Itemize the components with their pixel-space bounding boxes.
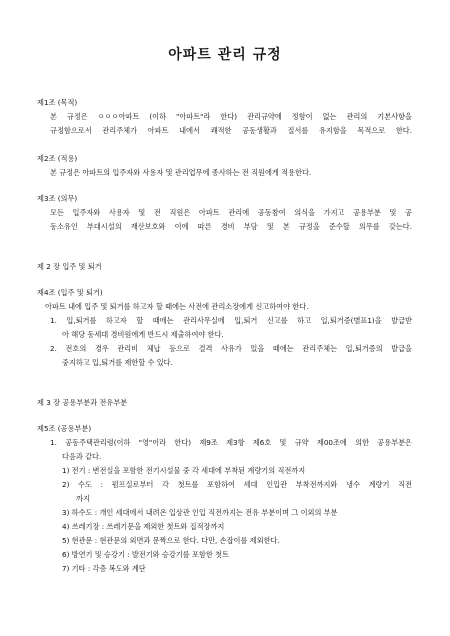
sub-item: 7) 기타 : 각층 복도와 계단 <box>62 564 146 573</box>
sub-item: 2) 수도 : 펌프실로부터 각 첫트를 포함하여 세대 인입관 부착전까지와 냉수 계량기 직전 <box>62 480 412 489</box>
article-4-heading: 제4조 (입주 및 퇴거) <box>37 288 103 297</box>
chapter-3-heading: 제 3 장 공용부분과 전유부분 <box>37 398 128 407</box>
article-3-heading: 제3조 (의무) <box>37 194 78 203</box>
list-item: 1. 입,퇴거를 하고자 할 때에는 관리사무실에 입,퇴거 신고를 하고 입,퇴거증(별표1)을 발급받 <box>50 316 412 325</box>
chapter-2-heading: 제 2 장 입주 및 퇴거 <box>37 262 102 271</box>
article-2-text: 본 규정은 아파트의 입주자와 사용자 및 관리업무에 종사하는 전 직원에게 적용한다. <box>50 168 312 177</box>
list-item: 중지하고 입,퇴거를 제한할 수 있다. <box>62 358 173 367</box>
list-item: 다음과 같다. <box>62 452 102 461</box>
article-1-heading: 제1조 (목적) <box>37 98 78 107</box>
sub-item: 까지 <box>76 494 90 503</box>
article-2-heading: 제2조 (적용) <box>37 154 78 163</box>
article-3-text: 모든 입주자와 사용자 및 전 직원은 아파트 관리에 공동참여 의식을 가지고 공용부분 및 공 <box>50 208 412 217</box>
sub-item: 5) 현관문 : 현관문의 외면과 문짝으로 한다. 다만, 손잡이를 제외한다. <box>62 536 280 545</box>
sub-item: 4) 쓰레기장 : 쓰레기문을 제외한 첫트와 집적장까지 <box>62 522 225 531</box>
article-3-text: 동소유인 부대시설의 재산보호와 이에 따른 경비 부담 및 본 규정을 준수할 의무를 갖는다. <box>50 222 412 231</box>
sub-item: 3) 하수도 : 개인 세대에서 내려온 입상관 인입 직전까지는 전유 부분이며 그 이외의 부분 <box>62 508 338 517</box>
sub-item: 1) 전기 : 변전실을 포함한 전기시설물 중 각 세대에 부착된 계량기의 직전까지 <box>62 466 306 475</box>
list-item: 2. 전호의 경우 관리비 체납 등으로 결격 사유가 있을 때에는 관리주체는 입,퇴거증의 발급을 <box>50 344 412 353</box>
list-item: 아 해당 동세대 경비원에게 반드시 제출하여야 한다. <box>62 330 224 339</box>
article-1-text: 규정함으로서 관리주체가 아파트 내에서 쾌적한 공동생활과 질서를 유지함을 목적으로 한다. <box>50 126 412 135</box>
document-title: 아파트 관리 규정 <box>168 47 282 63</box>
article-5-heading: 제5조 (공용부분) <box>37 424 92 433</box>
list-item: 1. 공동주택관리령(이하 "영"이라 한다) 제9조 제3항 제6호 및 규약 제00조에 의한 공용부분은 <box>50 438 412 447</box>
sub-item: 6) 방연기 및 승강기 : 발전기와 승강기를 포함한 첫트 <box>62 550 229 559</box>
article-1-text: 본 규정은 ㅇㅇㅇ아파트 (이하 "아파트"라 한다) 관리규약에 정함이 없는 관리의 기본사항을 <box>50 112 412 121</box>
article-4-text: 아파트 내에 입주 및 퇴거를 하고자 할 때에는 사전에 관리소장에게 신고하여야 한다. <box>45 302 309 311</box>
